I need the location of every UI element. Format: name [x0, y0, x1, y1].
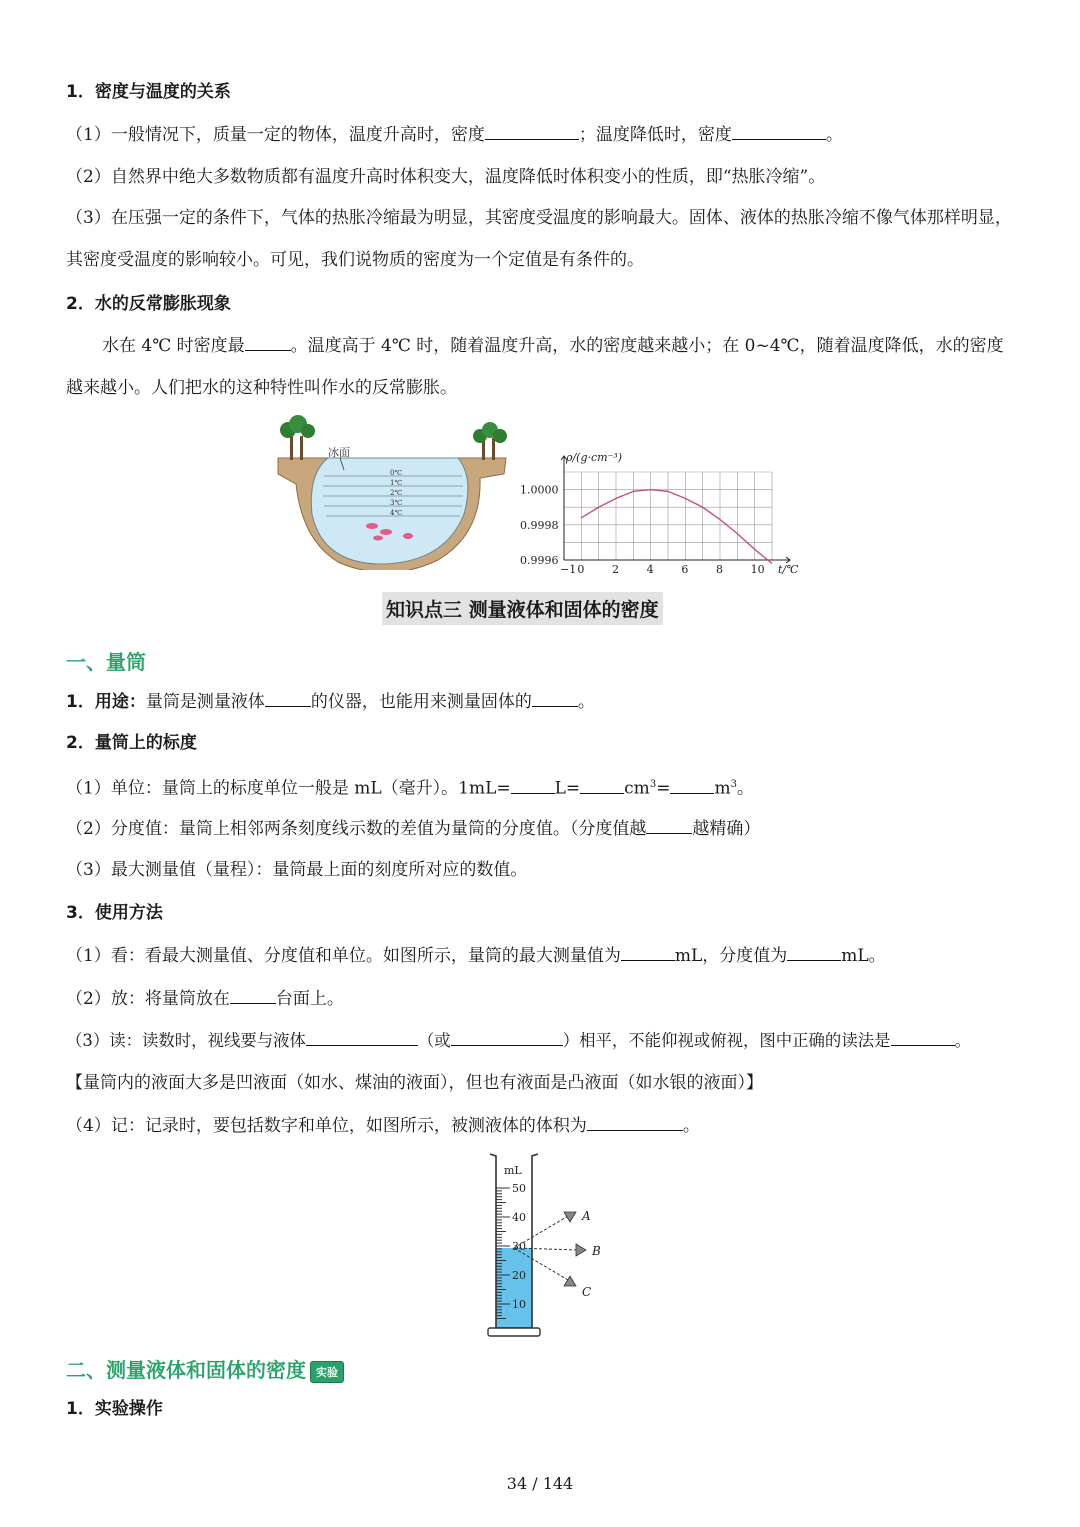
heading-method: 3．使用方法 [66, 903, 163, 923]
paragraph-division: （2）分度值：量筒上相邻两条刻度线示数的差值为量筒的分度值。（分度值越 越精确） [66, 815, 1014, 842]
layer-label-0: 0℃ [390, 469, 403, 477]
cylinder-unit: mL [504, 1164, 522, 1177]
paragraph-2: （2）自然界中绝大多数物质都有温度升高时体积变大，温度降低时体积变小的性质，即“热胀冷缩”。 [66, 167, 826, 187]
answer-blank[interactable] [587, 1112, 683, 1131]
heading-density-temperature: 1．密度与温度的关系 [66, 82, 231, 102]
paragraph-look: （1）看：看最大测量值、分度值和单位。如图所示，量筒的最大测量值为 mL，分度值为 mL。 [66, 942, 1014, 969]
heading-scale: 2．量筒上的标度 [66, 733, 197, 753]
tree-icon-right [473, 422, 507, 460]
answer-blank[interactable] [306, 1027, 418, 1046]
ice-surface-label: 冰面 [328, 446, 350, 459]
eye-icon-b [576, 1244, 586, 1256]
answer-blank[interactable] [787, 942, 841, 961]
paragraph-unit: （1）单位：量筒上的标度单位一般是 mL（毫升）。$1mL= L= cm^3= m^3$。 [66, 772, 1014, 802]
answer-blank[interactable] [670, 775, 714, 794]
paragraph-usage: 1．用途：量筒是测量液体 的仪器，也能用来测量固体的 。 [66, 688, 1014, 715]
layer-label-2: 2℃ [390, 489, 403, 497]
x-tick-label: 6 [681, 563, 689, 576]
y-axis [561, 456, 567, 560]
chart-y-label: ρ/(g·cm⁻³) [566, 451, 623, 464]
answer-blank[interactable] [891, 1027, 955, 1046]
mark-30: 30 [512, 1240, 526, 1253]
paragraph-record: （4）记：记录时，要包括数字和单位，如图所示，被测液体的体积为 。 [66, 1112, 1014, 1139]
knowledge-point-title: 知识点三 测量液体和固体的密度 [382, 592, 663, 625]
experiment-badge: 实验 [310, 1361, 344, 1383]
paragraph-read: （3）读：读数时，视线要与液体 （或 ）相平，不能仰视或俯视，图中正确的读法是 。 [66, 1027, 1014, 1054]
x-tick-label: 2 [612, 563, 619, 576]
x-tick-label: 4 [646, 563, 654, 576]
chart-grid [564, 472, 772, 560]
layer-label-3: 3℃ [390, 499, 403, 507]
y-tick-label: 1.0000 [520, 483, 559, 497]
paragraph-3: （3）在压强一定的条件下，气体的热胀冷缩最为明显，其密度受温度的影响最大。固体、液体的热胀冷缩不像气体那样明显，其密度受温度的影响较小。可见，我们说物质的密度为一个定值是有条件的。 [66, 208, 1012, 270]
answer-blank[interactable] [451, 1027, 563, 1046]
mark-10: 10 [512, 1298, 526, 1311]
paragraph-1: （1）一般情况下，质量一定的物体，温度升高时，密度 ；温度降低时，密度 。 [66, 121, 1014, 148]
heading-experiment-operation: 1．实验操作 [66, 1399, 163, 1419]
answer-blank[interactable] [265, 688, 311, 707]
paragraph-note: 【量筒内的液面大多是凹液面（如水、煤油的液面），但也有液面是凸液面（如水银的液面）】 [66, 1073, 763, 1093]
y-tick-label: 0.9998 [520, 518, 559, 532]
layer-label-1: 1℃ [390, 479, 403, 487]
x-tick-label: 0 [577, 563, 585, 576]
layer-label-4: 4℃ [390, 509, 403, 517]
x-tick-label: 8 [716, 563, 723, 576]
density-temperature-chart [516, 446, 812, 580]
paragraph-max-range: （3）最大测量值（量程）：量筒最上面的刻度所对应的数值。 [66, 860, 528, 880]
answer-blank[interactable] [621, 942, 675, 961]
answer-blank[interactable] [732, 121, 826, 140]
eye-label-b: B [592, 1244, 601, 1258]
graduated-cylinder-diagram [486, 1150, 606, 1340]
section-measure-density: 二、测量液体和固体的密度 实验 [66, 1354, 344, 1383]
y-tick-label: 0.9996 [520, 554, 559, 567]
eye-icon-c [564, 1276, 576, 1286]
heading-water-anomaly: 2．水的反常膨胀现象 [66, 294, 231, 314]
paragraph-water: 水在 4℃ 时密度最 。温度高于 4℃ 时，随着温度升高，水的密度越来越小；在 0~4℃，随着温度降低，水的密度越来越小。人们把水的这种特性叫作水的反常膨胀。 [66, 325, 1014, 409]
answer-blank[interactable] [580, 775, 624, 794]
tree-icon-left [280, 415, 315, 460]
mark-20: 20 [512, 1269, 526, 1282]
answer-blank[interactable] [646, 815, 692, 834]
mark-40: 40 [512, 1211, 526, 1224]
mark-50: 50 [512, 1182, 526, 1195]
density-series-line [581, 490, 772, 564]
chart-tick-labels [520, 484, 765, 576]
eye-label-c: C [582, 1285, 592, 1299]
cylinder-base [488, 1328, 540, 1336]
answer-blank[interactable] [245, 332, 291, 351]
answer-blank[interactable] [485, 121, 579, 140]
answer-blank[interactable] [532, 688, 578, 707]
eye-label-a: A [582, 1209, 591, 1223]
answer-blank[interactable] [511, 775, 555, 794]
answer-blank[interactable] [230, 985, 276, 1004]
x-tick-label: 10 [750, 563, 765, 576]
chart-x-label: t/℃ [778, 563, 799, 576]
page-number: 34 / 144 [506, 1474, 574, 1493]
x-tick-label: −1 [560, 563, 577, 576]
section-graduated-cylinder: 一、量筒 [66, 650, 146, 674]
lake-diagram [268, 414, 514, 570]
paragraph-place: （2）放：将量筒放在 台面上。 [66, 985, 1014, 1012]
